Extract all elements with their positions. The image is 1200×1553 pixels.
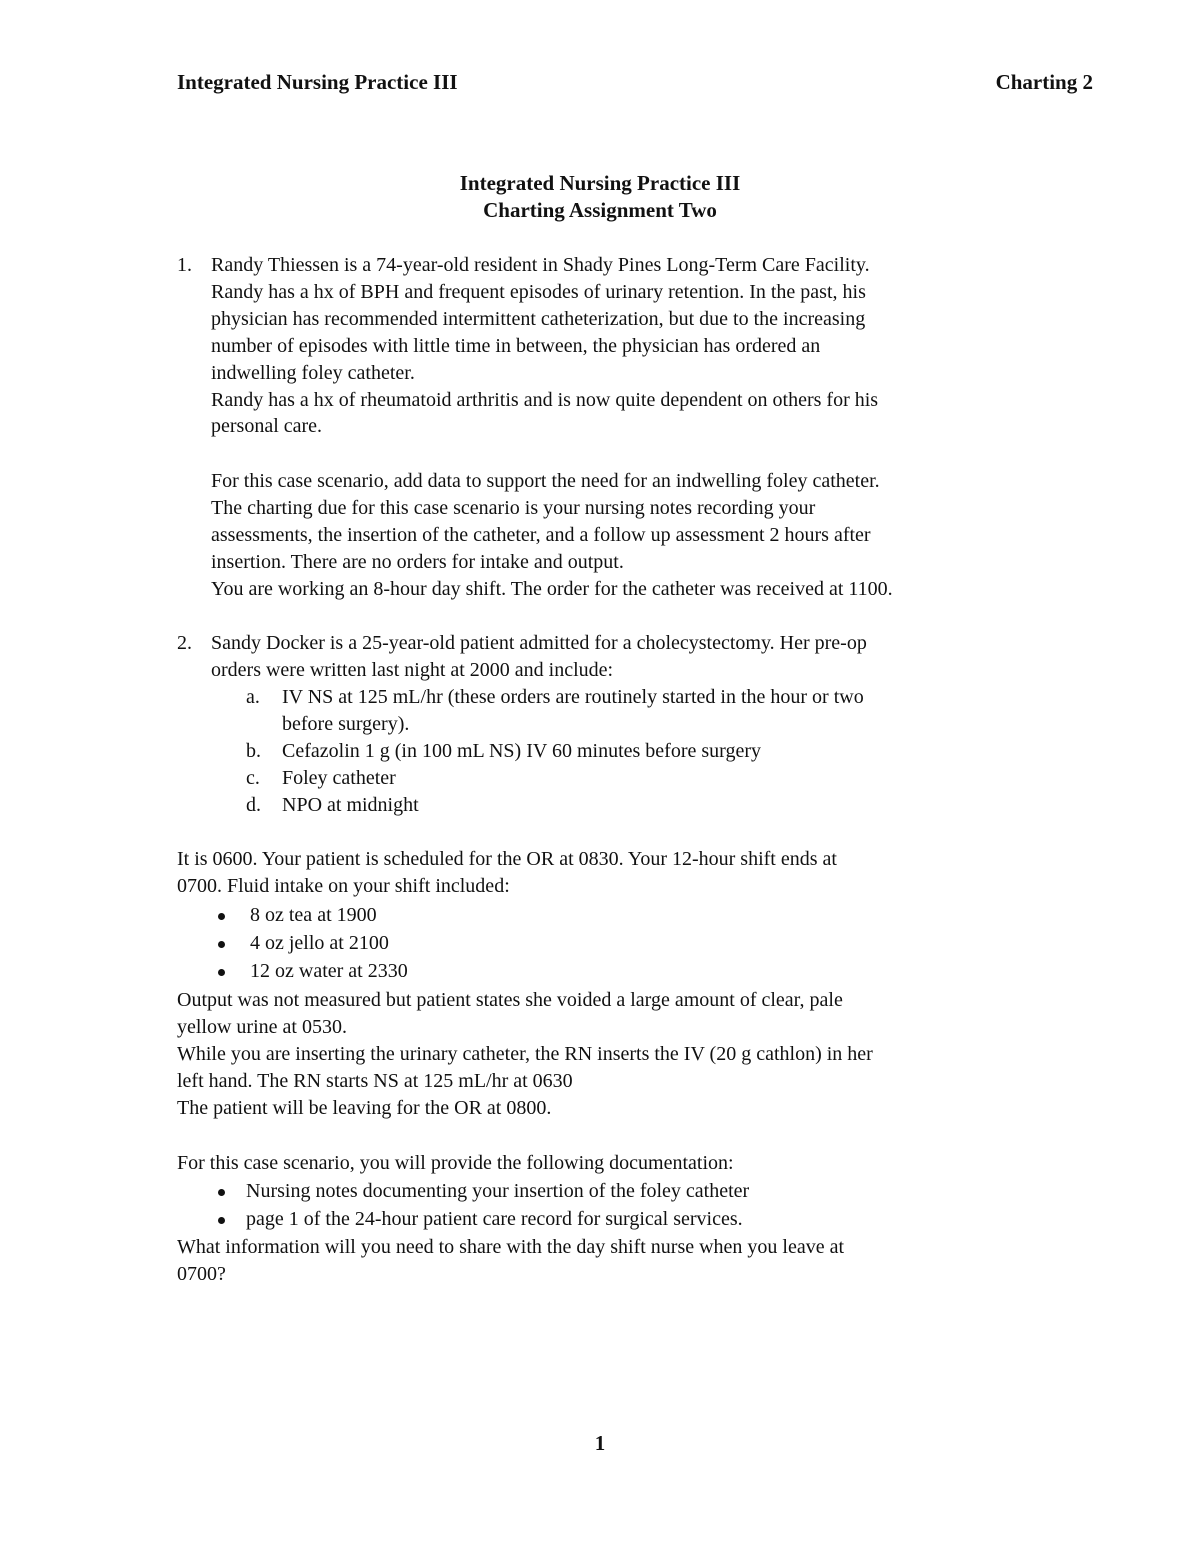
text-line: While you are inserting the urinary catheter, the RN inserts the IV (20 g cathlon) in her [177,1042,873,1065]
document-title [0,170,1200,224]
text-line: assessments, the insertion of the catheter, and a follow up assessment 2 hours after [211,523,871,546]
order-item-d: NPO at midnight [282,794,419,816]
page-number: 1 [594,1431,606,1455]
case-1-description [211,252,878,440]
text-line: Randy has a hx of rheumatoid arthritis and is now quite dependent on others for his [211,388,879,411]
bullet-icon [218,969,225,976]
text-line: IV NS at 125 mL/hr (these orders are routinely started in the hour or two [282,686,864,708]
documentation-item: page 1 of the 24-hour patient care record for surgical services. [246,1208,743,1230]
order-letter-c: c. [246,767,260,789]
bullet-icon [218,941,225,948]
handoff-question [177,1234,844,1288]
bullet-icon [218,913,225,920]
case-2-situation [177,846,837,900]
text-line: Randy Thiessen is a 74-year-old resident in Shady Pines Long-Term Care Facility. [211,254,870,276]
running-header-section: Charting 2 [995,70,1093,94]
item-number-2: 2. [177,632,192,654]
bullet-icon [218,1217,225,1224]
order-item-a [282,684,864,738]
text-line: number of episodes with little time in between, the physician has ordered an [211,334,821,357]
case-1-task [211,468,893,603]
title-line-1: Integrated Nursing Practice III [459,171,741,195]
text-line: The patient will be leaving for the OR at 0800. [177,1096,552,1119]
title-line-2: Charting Assignment Two [483,198,717,222]
text-line: physician has recommended intermittent catheterization, but due to the increasing [211,307,866,330]
running-header-title: Integrated Nursing Practice III [177,70,458,94]
text-line: Randy has a hx of BPH and frequent episodes of urinary retention. In the past, his [211,280,866,303]
text-line: It is 0600. Your patient is scheduled for the OR at 0830. Your 12-hour shift ends at [177,848,837,870]
order-letter-a: a. [246,686,260,708]
text-line: indwelling foley catheter. [211,361,415,384]
order-item-b: Cefazolin 1 g (in 100 mL NS) IV 60 minutes before surgery [282,740,761,762]
text-line: 0700. Fluid intake on your shift included: [177,874,510,897]
text-line: yellow urine at 0530. [177,1015,347,1038]
item-number-1: 1. [177,254,192,276]
text-line: insertion. There are no orders for intake and output. [211,550,624,573]
text-line: The charting due for this case scenario is your nursing notes recording your [211,496,816,519]
bullet-icon [218,1189,225,1196]
text-line: 0700? [177,1262,226,1285]
case-2-description [211,630,867,684]
order-item-c: Foley catheter [282,767,396,789]
order-letter-b: b. [246,740,261,762]
text-line: Output was not measured but patient states she voided a large amount of clear, pale [177,989,843,1011]
text-line: before surgery). [282,712,410,735]
intake-item: 12 oz water at 2330 [250,960,408,982]
text-line: personal care. [211,415,323,438]
intake-item: 8 oz tea at 1900 [250,904,377,926]
intake-item: 4 oz jello at 2100 [250,932,389,954]
text-line: orders were written last night at 2000 and include: [211,658,614,681]
documentation-intro: For this case scenario, you will provide the following documentation: [177,1152,734,1174]
text-line: For this case scenario, add data to support the need for an indwelling foley catheter. [211,470,880,492]
text-line: left hand. The RN starts NS at 125 mL/hr at 0630 [177,1069,573,1092]
text-line: Sandy Docker is a 25-year-old patient admitted for a cholecystectomy. Her pre-op [211,632,867,654]
text-line: What information will you need to share with the day shift nurse when you leave at [177,1236,845,1258]
case-2-details [177,987,873,1122]
text-line: You are working an 8-hour day shift. The order for the catheter was received at 1100. [211,577,893,600]
order-letter-d: d. [246,794,261,816]
documentation-item: Nursing notes documenting your insertion of the foley catheter [246,1180,750,1202]
